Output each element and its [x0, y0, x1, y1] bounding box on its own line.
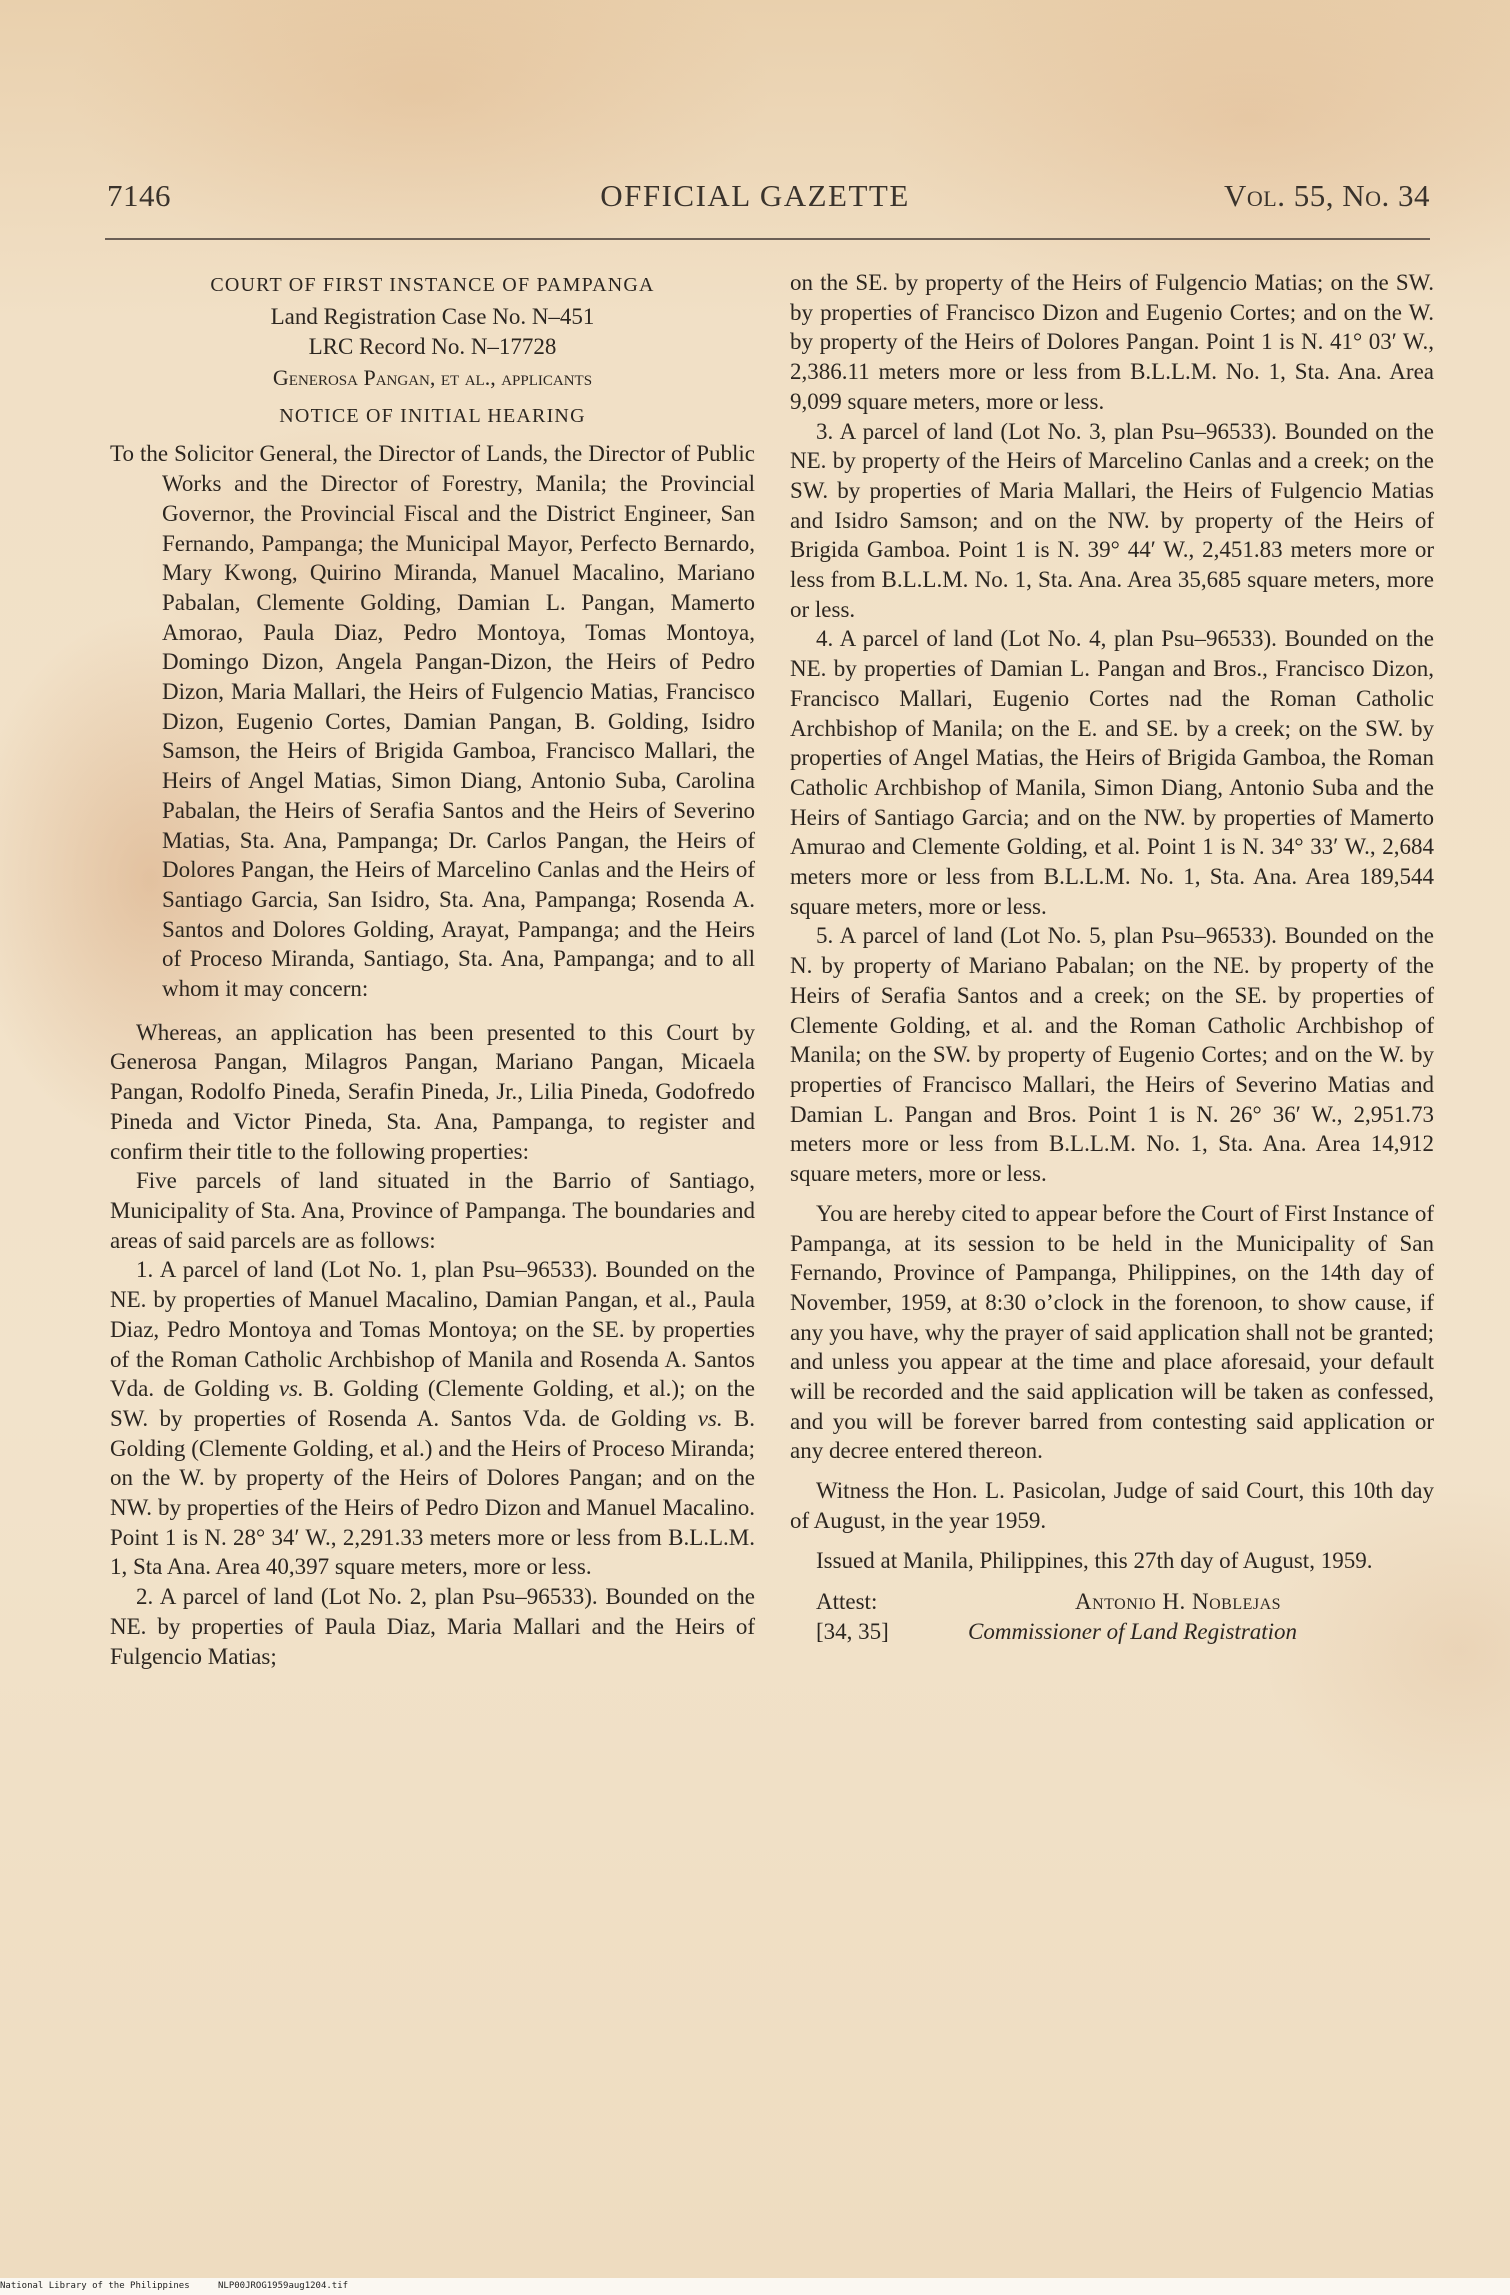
- left-column: [110, 268, 755, 1671]
- record-reference: [34, 35]: [816, 1619, 889, 1645]
- parcel-2-start: 2. A parcel of land (Lot No. 2, plan Psu–96533). Bounded on the NE. by properties of Paula Diaz, Maria Mallari and the Heirs of Fulgencio Matias;: [110, 1584, 755, 1669]
- signature-block: [790, 1587, 1434, 1647]
- volume-issue: Vol. 55, No. 34: [1224, 178, 1430, 213]
- witness-paragraph: Witness the Hon. L. Pasicolan, Judge of said Court, this 10th day of August, in the year 1959.: [790, 1478, 1434, 1533]
- versus-2: vs.: [697, 1405, 723, 1431]
- parcel-5: 5. A parcel of land (Lot No. 5, plan Psu–96533). Bounded on the N. by property of Mariano Pabalan; on the NE. by property of the Heirs of Serafia Santos and a creek; on the SE. by properties of Clemente Golding, et al. and the Roman Catholic Archbishop of Manila; on the SW. by property of Eugenio Cortes; and on the W. by properties of Francisco Mallari, the Heirs of Severino Matias and Damian L. Pangan and Bros. Point 1 is N. 26° 36′ W., 2,951.73 meters more or less from B.L.L.M. No. 1, Sta. Ana. Area 14,912 square meters, more or less.: [790, 923, 1434, 1187]
- court-name: COURT OF FIRST INSTANCE OF PAMPANGA: [210, 274, 655, 296]
- parcel-4: 4. A parcel of land (Lot No. 4, plan Psu–96533). Bounded on the NE. by properties of Damian L. Pangan and Bros., Francisco Dizon, Francisco Mallari, Eugenio Cortes nad the Roman Catholic Archbishop of Manila; on the E. and SE. by a creek; on the SW. by properties of Angel Matias, the Heirs of Brigida Gamboa, the Roman Catholic Archbishop of Manila, Simon Diang, Antonio Suba and the Heirs of Santiago Garcia; and on the NW. by properties of Mamerto Amurao and Clemente Golding, et al. Point 1 is N. 34° 33′ W., 2,684 meters more or less from B.L.L.M. No. 1, Sta. Ana. Area 189,544 square meters, more or less.: [790, 626, 1434, 919]
- issued-paragraph: Issued at Manila, Philippines, this 27th day of August, 1959.: [816, 1547, 1373, 1573]
- parcels-intro: Five parcels of land situated in the Barrio of Santiago, Municipality of Sta. Ana, Province of Pampanga. The boundaries and areas of said parcels are as follows:: [110, 1168, 755, 1253]
- applicants: Generosa Pangan, et al., applicants: [272, 365, 593, 391]
- versus-1: vs.: [278, 1376, 304, 1402]
- whereas-paragraph: Whereas, an application has been presented to this Court by Generosa Pangan, Milagros Pangan, Mariano Pangan, Micaela Pangan, Rodolfo Pineda, Serafin Pineda, Jr., Lilia Pineda, Godofredo Pineda and Victor Pineda, Sta. Ana, Pampanga, to register and confirm their title to the following properties:: [110, 1019, 755, 1164]
- parcel-1-text-b: B. Golding (Clemente Golding, et al.); on the SW. by properties of Rosenda A. Santos Vda. de Golding: [110, 1376, 756, 1431]
- case-number: Land Registration Case No. N–451: [270, 304, 595, 329]
- signatory-name: Antonio H. Noblejas: [1075, 1589, 1282, 1615]
- page-number: 7146: [107, 178, 171, 213]
- parcel-1-text-a: 1. A parcel of land (Lot No. 1, plan Psu–96533). Bounded on the NE. by properties of Manuel Macalino, Damian Pangan, et al., Paula Diaz, Pedro Montoya and Tomas Montoya; on the SE. by properties of the Roman Catholic Archbishop of Manila and Rosenda A. Santos Vda. de Golding: [110, 1257, 755, 1402]
- notice-heading: NOTICE OF INITIAL HEARING: [279, 405, 586, 428]
- attest-label: Attest:: [816, 1589, 878, 1615]
- record-number: LRC Record No. N–17728: [308, 333, 557, 359]
- parcel-3: 3. A parcel of land (Lot No. 3, plan Psu–96533). Bounded on the NE. by property of the Heirs of Marcelino Canlas and a creek; on the SW. by properties of Maria Mallari, the Heirs of Fulgencio Matias and Isidro Samson; and on the NW. by property of the Heirs of Brigida Gamboa. Point 1 is N. 39° 44′ W., 2,451.83 meters more or less from B.L.L.M. No. 1, Sta. Ana. Area 35,685 square meters, more or less.: [790, 418, 1434, 622]
- signatory-title: Commissioner of Land Registration: [968, 1619, 1298, 1645]
- parcel-2-continued: on the SE. by property of the Heirs of Fulgencio Matias; on the SW. by properties of Francisco Dizon and Eugenio Cortes; and on the W. by property of the Heirs of Dolores Pangan. Point 1 is N. 41° 03′ W., 2,386.11 meters more or less from B.L.L.M. No. 1, Sta. Ana. Area 9,099 square meters, more or less.: [790, 270, 1434, 414]
- right-column: [790, 268, 1434, 1647]
- scan-file-name: NLP00JROG1959aug1204.tif: [218, 2281, 349, 2291]
- addressees: To the Solicitor General, the Director of Lands, the Director of Public Works and the Director of Forestry, Manila; the Provincial Governor, the Provincial Fiscal and the District Engineer, San Fernando, Pampanga; the Municipal Mayor, Perfecto Bernardo, Mary Kwong, Quirino Miranda, Manuel Macalino, Mariano Pabalan, Clemente Golding, Damian L. Pangan, Mamerto Amorao, Paula Diaz, Pedro Montoya, Tomas Montoya, Domingo Dizon, Angela Pangan-Dizon, the Heirs of Pedro Dizon, Maria Mallari, the Heirs of Fulgencio Matias, Francisco Dizon, Eugenio Cortes, Damian Pangan, B. Golding, Isidro Samson, the Heirs of Brigida Gamboa, Francisco Mallari, the Heirs of Angel Matias, Simon Diang, Antonio Suba, Carolina Pabalan, the Heirs of Serafia Santos and the Heirs of Severino Matias, Sta. Ana, Pampanga; Dr. Carlos Pangan, the Heirs of Dolores Pangan, the Heirs of Marcelino Canlas and the Heirs of Santiago Garcia, San Isidro, Sta. Ana, Pampanga; Rosenda A. Santos and Dolores Golding, Arayat, Pampanga; and the Heirs of Proceso Miranda, Santiago, Sta. Ana, Pampanga; and to all whom it may concern:: [110, 441, 755, 1002]
- parcel-1-text-c: B. Golding (Clemente Golding, et al.) and the Heirs of Proceso Miranda; on the W. by property of the Heirs of Dolores Pangan; and on the NW. by properties of the Heirs of Pedro Dizon and Manuel Macalino. Point 1 is N. 28° 34′ W., 2,291.33 meters more or less from B.L.L.M. 1, Sta Ana. Area 40,397 square meters, more or less.: [110, 1405, 756, 1580]
- parcel-1: [110, 1255, 755, 1582]
- citation-paragraph: You are hereby cited to appear before the Court of First Instance of Pampanga, at its session to be held in the Municipality of San Fernando, Province of Pampanga, Philippines, on the 14th day of November, 1959, at 8:30 o’clock in the forenoon, to show cause, if any you have, why the prayer of said application shall not be granted; and unless you appear at the time and place aforesaid, your default will be recorded and the said application will be taken as confessed, and you will be forever barred from contesting said application or any decree entered thereon.: [790, 1200, 1434, 1464]
- publication-title: OFFICIAL GAZETTE: [600, 178, 910, 213]
- page-header: [0, 178, 1510, 228]
- header-rule: [105, 238, 1430, 240]
- library-credit: National Library of the Philippines: [0, 2281, 190, 2291]
